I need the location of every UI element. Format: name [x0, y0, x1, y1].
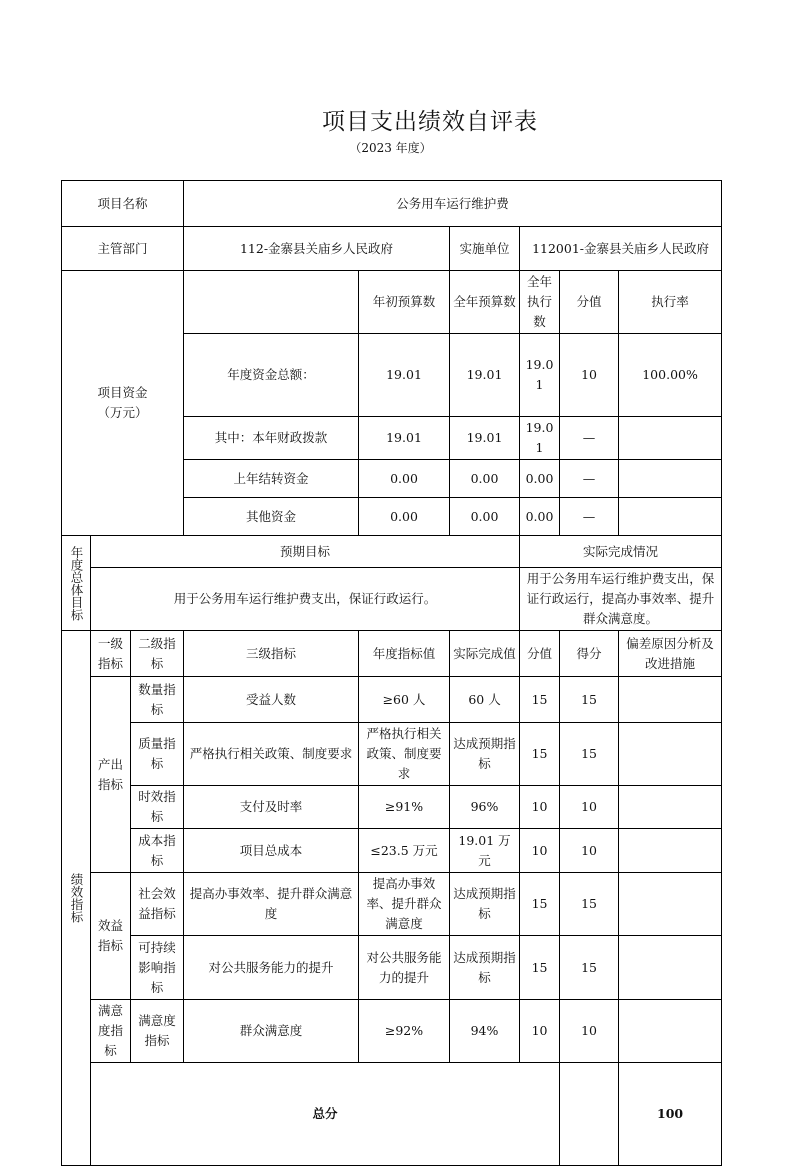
level2-cell: 满意度指标 [131, 1000, 184, 1063]
project-name-row [62, 181, 722, 227]
score-value-cell: 10 [520, 786, 560, 829]
level2-cell: 质量指标 [131, 723, 184, 786]
indicator-row [62, 677, 722, 723]
funds-annual: 0.00 [450, 460, 520, 498]
level3-cell: 群众满意度 [184, 1000, 359, 1063]
analysis-cell [619, 936, 722, 1000]
level2-cell: 时效指标 [131, 786, 184, 829]
col-level1: 一级指标 [91, 631, 131, 677]
funds-initial: 0.00 [359, 498, 450, 536]
score-value-cell: 15 [520, 723, 560, 786]
actual-cell: 达成预期指标 [450, 873, 520, 936]
actual-cell: 19.01 万元 [450, 829, 520, 873]
target-cell: ≤23.5 万元 [359, 829, 450, 873]
funds-col-rate: 执行率 [619, 271, 722, 334]
funds-rate: 100.00% [619, 334, 722, 417]
funds-col-initial: 年初预算数 [359, 271, 450, 334]
score-value-cell: 15 [520, 677, 560, 723]
funds-executed: 19.01 [520, 417, 560, 460]
indicator-row [62, 936, 722, 1000]
funds-rate [619, 417, 722, 460]
funds-row-label: 其他资金 [184, 498, 359, 536]
col-analysis: 偏差原因分析及改进措施 [619, 631, 722, 677]
indicator-row [62, 829, 722, 873]
score-cell: 10 [560, 786, 619, 829]
funds-score-value: — [560, 417, 619, 460]
goals-expected: 用于公务用车运行维护费支出，保证行政运行。 [91, 568, 520, 631]
target-cell: 提高办事效率、提升群众满意度 [359, 873, 450, 936]
score-cell: 15 [560, 723, 619, 786]
goals-expected-label: 预期目标 [91, 536, 520, 568]
dept-label: 主管部门 [62, 227, 184, 271]
score-value-cell: 15 [520, 936, 560, 1000]
indicator-row [62, 1000, 722, 1063]
funds-annual: 0.00 [450, 498, 520, 536]
target-cell: ≥92% [359, 1000, 450, 1063]
funds-row-label: 上年结转资金 [184, 460, 359, 498]
col-target: 年度指标值 [359, 631, 450, 677]
goals-label: 年度总体目标 [62, 536, 91, 631]
col-score-value: 分值 [520, 631, 560, 677]
dept-row [62, 227, 722, 271]
funds-col-annual: 全年预算数 [450, 271, 520, 334]
goals-actual: 用于公务用车运行维护费支出，保证行政运行，提高办事效率、提升群众满意度。 [520, 568, 722, 631]
target-cell: ≥60 人 [359, 677, 450, 723]
col-score: 得分 [560, 631, 619, 677]
funds-initial: 19.01 [359, 417, 450, 460]
page-subtitle: （2023 年度） [349, 141, 432, 155]
total-label: 总分 [91, 1063, 560, 1166]
funds-score-value: — [560, 460, 619, 498]
unit-label: 实施单位 [450, 227, 520, 271]
actual-cell: 94% [450, 1000, 520, 1063]
funds-col-score-value: 分值 [560, 271, 619, 334]
analysis-cell [619, 786, 722, 829]
level3-cell: 对公共服务能力的提升 [184, 936, 359, 1000]
total-score-value: 100 [619, 1063, 722, 1166]
indicator-row [62, 873, 722, 936]
level2-cell: 社会效益指标 [131, 873, 184, 936]
funds-initial: 0.00 [359, 460, 450, 498]
funds-score-value: — [560, 498, 619, 536]
project-name-label: 项目名称 [62, 181, 184, 227]
funds-rate [619, 498, 722, 536]
score-value-cell: 15 [520, 873, 560, 936]
funds-score-value: 10 [560, 334, 619, 417]
funds-annual: 19.01 [450, 417, 520, 460]
score-value-cell: 10 [520, 829, 560, 873]
score-cell: 15 [560, 873, 619, 936]
level1-cell: 效益指标 [91, 873, 131, 1000]
funds-executed: 19.01 [520, 334, 560, 417]
indicator-row [62, 723, 722, 786]
funds-header-blank [184, 271, 359, 334]
analysis-cell [619, 829, 722, 873]
level3-cell: 支付及时率 [184, 786, 359, 829]
col-level3: 三级指标 [184, 631, 359, 677]
score-cell: 15 [560, 936, 619, 1000]
actual-cell: 达成预期指标 [450, 936, 520, 1000]
funds-rate [619, 460, 722, 498]
analysis-cell [619, 723, 722, 786]
funds-row-label: 其中：本年财政拨款 [184, 417, 359, 460]
unit-value: 112001-金寨县关庙乡人民政府 [520, 227, 722, 271]
level2-cell: 可持续影响指标 [131, 936, 184, 1000]
dept-value: 112-金寨县关庙乡人民政府 [184, 227, 450, 271]
funds-col-executed: 全年执行数 [520, 271, 560, 334]
col-actual: 实际完成值 [450, 631, 520, 677]
total-row [62, 1063, 722, 1166]
score-value-cell: 10 [520, 1000, 560, 1063]
indicators-header-row [62, 631, 722, 677]
funds-executed: 0.00 [520, 460, 560, 498]
level2-cell: 成本指标 [131, 829, 184, 873]
score-cell: 15 [560, 677, 619, 723]
level1-cell: 满意度指标 [91, 1000, 131, 1063]
score-cell: 10 [560, 829, 619, 873]
total-blank [560, 1063, 619, 1166]
funds-executed: 0.00 [520, 498, 560, 536]
analysis-cell [619, 677, 722, 723]
funds-row-label: 年度资金总额： [184, 334, 359, 417]
target-cell: 对公共服务能力的提升 [359, 936, 450, 1000]
level1-cell: 产出指标 [91, 677, 131, 873]
goals-header-row [62, 536, 722, 568]
funds-label: 项目资金 （万元） [62, 271, 184, 536]
indicator-row [62, 786, 722, 829]
col-level2: 二级指标 [131, 631, 184, 677]
level2-cell: 数量指标 [131, 677, 184, 723]
level3-cell: 提高办事效率、提升群众满意度 [184, 873, 359, 936]
funds-annual: 19.01 [450, 334, 520, 417]
score-cell: 10 [560, 1000, 619, 1063]
level3-cell: 项目总成本 [184, 829, 359, 873]
target-cell: ≥91% [359, 786, 450, 829]
analysis-cell [619, 1000, 722, 1063]
evaluation-table [61, 180, 722, 1166]
actual-cell: 达成预期指标 [450, 723, 520, 786]
indicators-label: 绩效指标 [62, 631, 91, 1166]
funds-initial: 19.01 [359, 334, 450, 417]
actual-cell: 60 人 [450, 677, 520, 723]
project-name-value: 公务用车运行维护费 [184, 181, 722, 227]
page-title: 项目支出绩效自评表 [322, 109, 538, 135]
goals-actual-label: 实际完成情况 [520, 536, 722, 568]
goals-content-row [62, 568, 722, 631]
funds-header-row [62, 271, 722, 334]
target-cell: 严格执行相关政策、制度要求 [359, 723, 450, 786]
actual-cell: 96% [450, 786, 520, 829]
analysis-cell [619, 873, 722, 936]
level3-cell: 受益人数 [184, 677, 359, 723]
level3-cell: 严格执行相关政策、制度要求 [184, 723, 359, 786]
